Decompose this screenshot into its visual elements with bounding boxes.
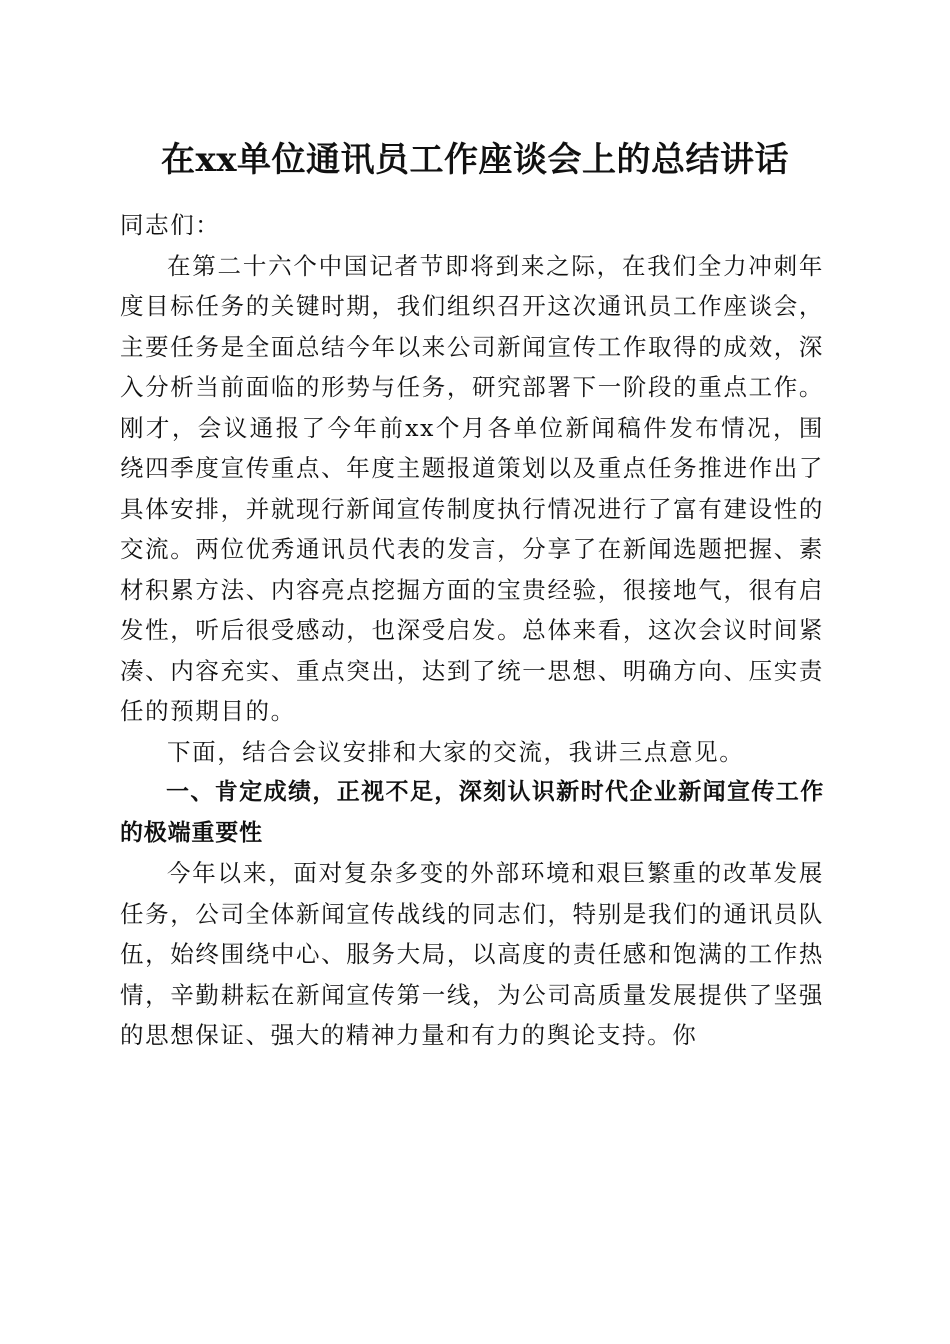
section-heading-1: 一、肯定成绩，正视不足，深刻认识新时代企业新闻宣传工作的极端重要性 bbox=[120, 779, 824, 846]
document-body bbox=[120, 205, 824, 1056]
greeting: 同志们： bbox=[120, 211, 221, 239]
paragraph-intro: 在第二十六个中国记者节即将到来之际，在我们全力冲刺年度目标任务的关键时期，我们组织召开这次通讯员工作座谈会，主要任务是全面总结今年以来公司新闻宣传工作取得的成效，深入分析当前面临的形势与任务，研究部署下一阶段的重点工作。刚才，会议通报了今年前xx个月各单位新闻稿件发布情况，围绕四季度宣传重点、年度主题报道策划以及重点任务推进作出了具体安排，并就现行新闻宣传制度执行情况进行了富有建设性的交流。两位优秀通讯员代表的发言，分享了在新闻选题把握、素材积累方法、内容亮点挖掘方面的宝贵经验，很接地气，很有启发性，听后很受感动，也深受启发。总体来看，这次会议时间紧凑、内容充实、重点突出，达到了统一思想、明确方向、压实责任的预期目的。 bbox=[120, 251, 824, 725]
document-title: 在xx单位通讯员工作座谈会上的总结讲话 bbox=[160, 140, 790, 180]
paragraph-section-1: 今年以来，面对复杂多变的外部环境和艰巨繁重的改革发展任务，公司全体新闻宣传战线的同志们，特别是我们的通讯员队伍，始终围绕中心、服务大局，以高度的责任感和饱满的工作热情，辛勤耕耘在新闻宣传第一线，为公司高质量发展提供了坚强的思想保证、强大的精神力量和有力的舆论支持。你 bbox=[120, 859, 824, 1049]
paragraph-outline: 下面，结合会议安排和大家的交流，我讲三点意见。 bbox=[167, 737, 745, 766]
